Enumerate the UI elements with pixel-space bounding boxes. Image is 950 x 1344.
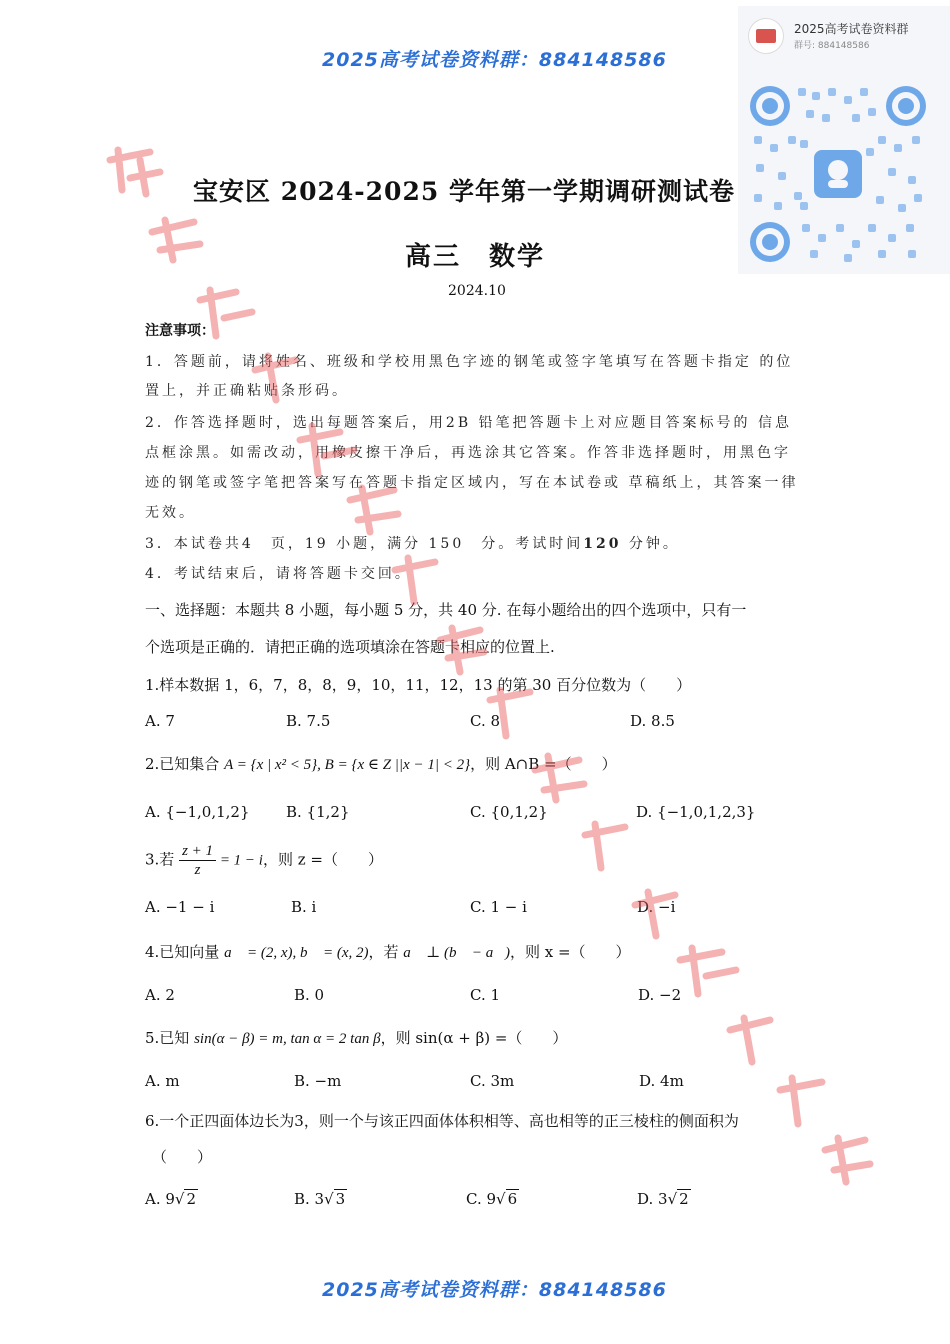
q5-option-c: C. 3m (470, 1072, 515, 1090)
exam-date: 2024.10 (448, 283, 506, 299)
subject-title: 高三 数学 (405, 242, 546, 272)
q2-option-c: C. {0,1,2} (470, 803, 548, 821)
q1-option-c: C. 8 (470, 712, 501, 730)
q2-option-b: B. {1,2} (286, 803, 350, 821)
notice-item-1-cont: 置上，并正确粘贴条形码。 (145, 383, 349, 399)
question-6-paren: （ ） (152, 1148, 213, 1166)
question-5: 5.已知 sin(α − β) = m, tan α = 2 tan β，则 sin(α + β) =（ ） (145, 1029, 568, 1047)
q6-option-a: A. 9√ 2 (145, 1190, 197, 1208)
q6-option-b: B. 3√ 3 (294, 1190, 346, 1208)
question-4: 4.已知向量 a⃗ = (2, x), b⃗ = (x, 2)，若 a⃗ ⊥ (b⃗ − a⃗)，则 x =（ ） (145, 943, 631, 961)
q5-option-a: A. m (145, 1072, 180, 1090)
q4-option-d: D. −2 (638, 986, 682, 1004)
notice-item-2-cont: 点框涂黑。如需改动，用橡皮擦干净后，再选涂其它答案。作答非选择题时，用黑色字 (145, 445, 791, 461)
question-1: 1.样本数据 1，6，7，8，8，9，10，11，12，13 的第 30 百分位数为（ ） (145, 676, 692, 694)
question-6: 6.一个正四面体边长为3，则一个与该正四面体体积相等、高也相等的正三棱柱的侧面积为 (145, 1112, 739, 1130)
q5-option-d: D. 4m (639, 1072, 684, 1090)
q4-option-a: A. 2 (145, 986, 175, 1004)
notice-item-2-cont: 无效。 (145, 505, 196, 521)
q3-option-b: B. i (291, 898, 317, 916)
q2-option-d: D. {−1,0,1,2,3} (636, 803, 756, 821)
bottom-banner: 2025高考试卷资料群：884148586 (322, 1279, 667, 1301)
q3-option-d: D. −i (637, 898, 676, 916)
q6-option-c: C. 9√ 6 (466, 1190, 518, 1208)
q3-option-c: C. 1 − i (470, 898, 527, 916)
section-instructions: 一、选择题：本题共 8 小题，每小题 5 分，共 40 分. 在每小题给出的四个选项中，只有一 (145, 601, 747, 619)
q4-option-b: B. 0 (294, 986, 325, 1004)
top-banner: 2025高考试卷资料群：884148586 (322, 49, 667, 71)
question-2: 2.已知集合 A = {x | x² < 5}, B = {x ∈ Z ||x − 1| < 2}，则 A∩B =（ ） (145, 755, 617, 773)
qr-title: 2025高考试卷资料群 (794, 22, 909, 36)
section-instructions-cont: 个选项是正确的．请把正确的选项填涂在答题卡相应的位置上. (145, 638, 555, 656)
q1-option-a: A. 7 (145, 712, 175, 730)
notice-item-2: 2．作答选择题时，选出每题答案后，用2B 铅笔把答题卡上对应题目答案标号的 信息 (145, 415, 793, 431)
q5-option-b: B. −m (294, 1072, 342, 1090)
notice-item-2-cont: 迹的钢笔或签字笔把答案写在答题卡指定区域内，写在本试卷或 草稿纸上，其答案一律 (145, 475, 799, 491)
q6-option-d: D. 3√ 2 (637, 1190, 689, 1208)
question-3: 3.若 $\frac{z + 1}{z}$ = 1 − i，则 z =（ ） (145, 843, 383, 878)
notice-item-4: 4．考试结束后，请将答题卡交回。 (145, 566, 412, 582)
qr-group-id: 群号: 884148586 (794, 41, 870, 51)
q4-option-c: C. 1 (470, 986, 501, 1004)
exam-title: 宝安区 2024-2025 学年第一学期调研测试卷 (193, 177, 735, 206)
q1-option-d: D. 8.5 (630, 712, 675, 730)
q1-option-b: B. 7.5 (286, 712, 331, 730)
notice-heading: 注意事项： (145, 323, 215, 339)
q2-option-a: A. {−1,0,1,2} (145, 803, 250, 821)
notice-item-1: 1．答题前，请将姓名、班级和学校用黑色字迹的钢笔或签字笔填写在答题卡指定 的位 (145, 354, 794, 370)
q3-option-a: A. −1 − i (145, 898, 215, 916)
notice-item-3: 3．本试卷共4 页，19 小题，满分 150 分。考试时间120 分钟。 (145, 536, 680, 552)
